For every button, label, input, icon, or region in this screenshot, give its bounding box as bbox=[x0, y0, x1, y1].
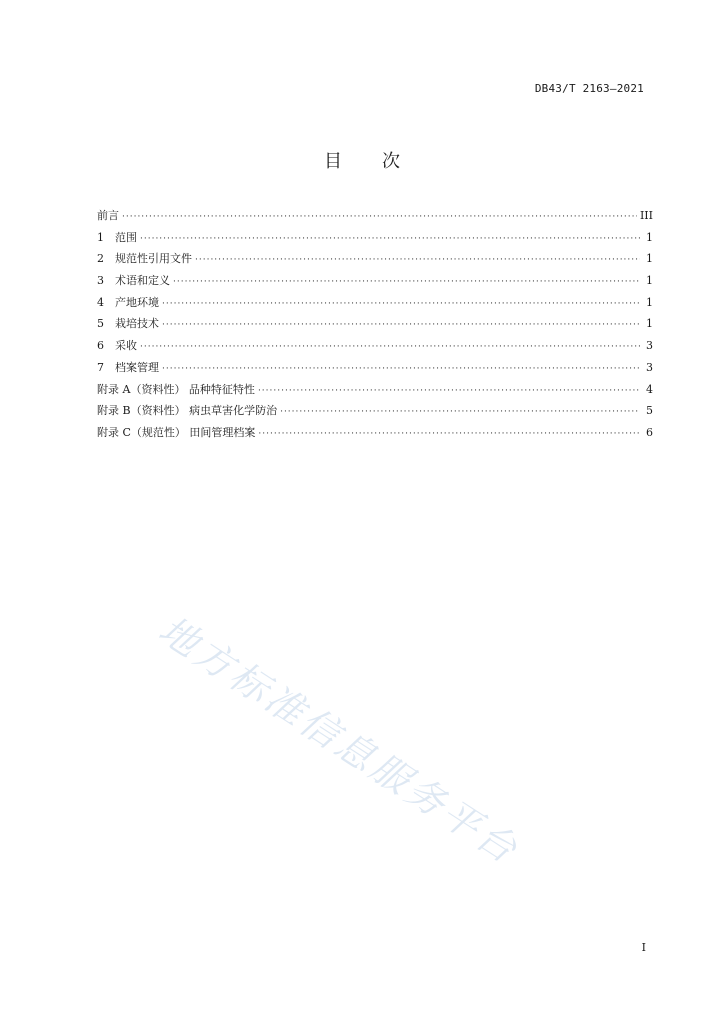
toc-leader-dots bbox=[258, 381, 640, 403]
toc-leader-dots bbox=[280, 402, 640, 424]
toc-entry-label: 附录 A（资料性） 品种特征特性 bbox=[97, 382, 255, 396]
toc-entry-label: 术语和定义 bbox=[115, 274, 170, 288]
toc-entry-page: 3 bbox=[646, 360, 653, 374]
toc-entry-harvest[interactable] bbox=[97, 335, 653, 357]
toc-entry-label: 档案管理 bbox=[115, 360, 159, 374]
toc-entry-label: 采收 bbox=[115, 339, 137, 353]
toc-entry-page: 4 bbox=[646, 382, 653, 396]
toc-leader-dots bbox=[162, 359, 640, 381]
toc-leader-dots bbox=[162, 294, 640, 316]
toc-entry-number: 4 bbox=[97, 295, 104, 309]
toc-entry-page: 1 bbox=[646, 295, 653, 309]
page-title bbox=[0, 147, 724, 173]
toc-entry-number: 2 bbox=[97, 252, 104, 266]
toc-entry-page: 1 bbox=[646, 317, 653, 331]
toc-leader-dots bbox=[140, 337, 640, 359]
toc-entry-page: 5 bbox=[646, 404, 653, 418]
toc-leader-dots bbox=[140, 229, 640, 251]
toc-entry-page: 1 bbox=[646, 274, 653, 288]
toc-entry-label: 规范性引用文件 bbox=[115, 252, 192, 266]
toc-entry-label: 范围 bbox=[115, 230, 137, 244]
toc-entry-terms-definitions[interactable] bbox=[97, 270, 653, 292]
toc-entry-appendix-b[interactable] bbox=[97, 400, 653, 422]
toc-entry-label: 产地环境 bbox=[115, 295, 159, 309]
standard-code: DB43/T 2163—2021 bbox=[534, 82, 644, 95]
toc-entry-appendix-a[interactable] bbox=[97, 379, 653, 401]
toc-entry-number: 5 bbox=[97, 317, 104, 331]
table-of-contents bbox=[97, 205, 653, 444]
toc-entry-foreword[interactable] bbox=[97, 205, 653, 227]
page-number: I bbox=[641, 941, 646, 954]
toc-leader-dots bbox=[162, 315, 640, 337]
toc-entry-label: 附录 C（规范性） 田间管理档案 bbox=[97, 425, 256, 439]
toc-leader-dots bbox=[195, 250, 640, 272]
toc-entry-number: 3 bbox=[97, 274, 104, 288]
toc-entry-page: 1 bbox=[646, 252, 653, 266]
toc-entry-number: 6 bbox=[97, 339, 104, 353]
title-char-2: 次 bbox=[382, 151, 400, 172]
toc-entry-appendix-c[interactable] bbox=[97, 422, 653, 444]
toc-leader-dots bbox=[258, 424, 640, 446]
toc-entry-page: 1 bbox=[646, 230, 653, 244]
toc-entry-production-environment[interactable] bbox=[97, 292, 653, 314]
toc-entry-number: 1 bbox=[97, 230, 104, 244]
toc-entry-page: 3 bbox=[646, 339, 653, 353]
toc-entry-normative-references[interactable] bbox=[97, 248, 653, 270]
title-char-1: 目 bbox=[324, 151, 342, 172]
toc-entry-records-management[interactable] bbox=[97, 357, 653, 379]
toc-entry-label: 附录 B（资料性） 病虫草害化学防治 bbox=[97, 404, 278, 418]
toc-leader-dots bbox=[122, 207, 637, 229]
toc-entry-cultivation-techniques[interactable] bbox=[97, 313, 653, 335]
watermark: 地方标准信息服务平台 bbox=[151, 607, 528, 874]
toc-entry-label: 前言 bbox=[97, 209, 119, 222]
toc-entry-scope[interactable] bbox=[97, 227, 653, 249]
toc-entry-label: 栽培技术 bbox=[115, 317, 159, 331]
toc-entry-number: 7 bbox=[97, 360, 104, 374]
toc-leader-dots bbox=[173, 272, 640, 294]
toc-entry-page: III bbox=[639, 209, 653, 222]
toc-entry-page: 6 bbox=[646, 425, 653, 439]
